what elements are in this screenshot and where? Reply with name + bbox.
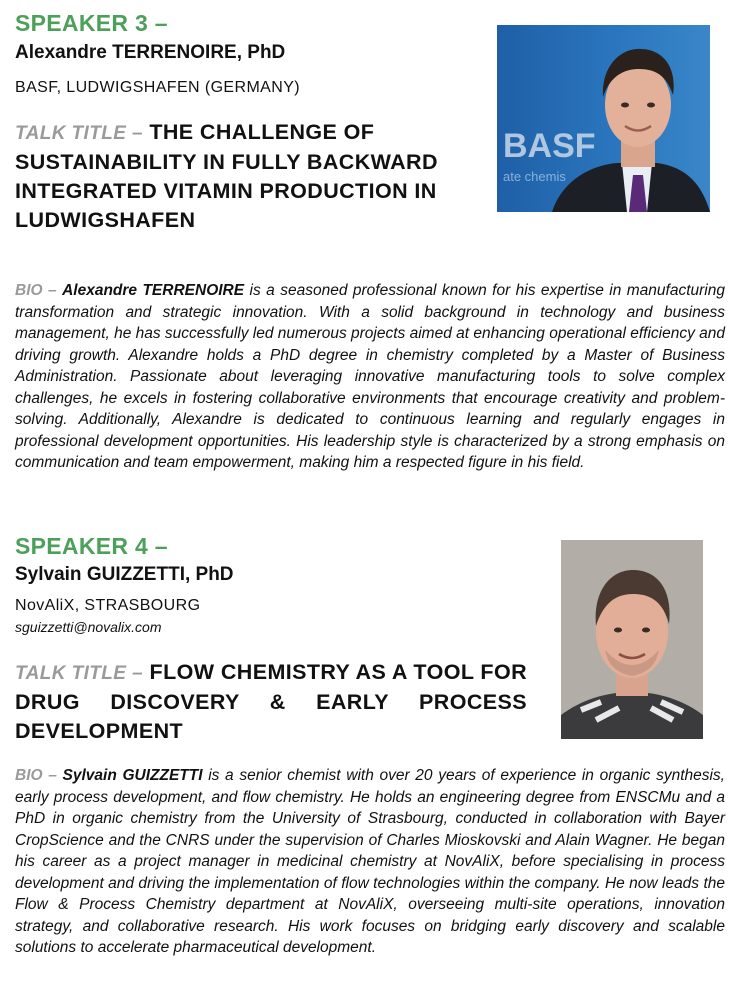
speaker-3-photo — [497, 25, 710, 212]
speaker-3-label: SPEAKER 3 – — [15, 10, 168, 36]
speaker-3-name: Alexandre TERRENOIRE, PhD — [15, 42, 286, 63]
speaker-4-email[interactable]: sguizzetti@novalix.com — [15, 619, 162, 635]
talk-title-label: TALK TITLE – — [15, 123, 143, 144]
speaker-4-bio-name: Sylvain GUIZZETTI — [62, 767, 203, 784]
speaker-3-bio-name: Alexandre TERRENOIRE — [62, 282, 245, 299]
speaker-4-label: SPEAKER 4 – — [15, 533, 168, 559]
speaker-3-talk-title-block — [15, 118, 455, 235]
speaker-4-bio-text: is a senior chemist with over 20 years of experience in organic synthesis, early process development, and flow chemistry. He holds an engineering degree from ENSCMu and a PhD in organic chemistry from the University of Strasbourg, conducted in collaboration with Bayer CropScience and the CNRS under the supervision of Charles Mioskovski and Alain Wagner. He began his career as a project manager in medicinal chemistry at NovAliX, before specialising in process development and driving the implementation of flow technologies within the company. He now leads the Flow & Process Chemistry department at NovAliX, overseeing multi-site operations, innovation strategy, and collaborative research. His work focuses on bridging early discovery and scalable solutions to accelerate pharmaceutical development. — [15, 767, 725, 956]
speaker-3-bio — [15, 280, 725, 474]
speaker-4-talk-title-block — [15, 658, 527, 746]
photo-logo-text: BASF — [503, 127, 596, 165]
speaker-4-affiliation: NovAliX, STRASBOURG — [15, 597, 201, 614]
bio-label: BIO – — [15, 767, 57, 784]
bio-label: BIO – — [15, 282, 57, 299]
photo-caption-text: ate chemis — [503, 169, 566, 184]
speaker-4-talk-title: FLOW CHEMISTRY AS A TOOL FOR DRUG DISCOVERY & EARLY PROCESS DEVELOPMENT — [15, 660, 527, 743]
speaker-3-affiliation: BASF, LUDWIGSHAFEN (GERMANY) — [15, 79, 301, 96]
speaker-4-name: Sylvain GUIZZETTI, PhD — [15, 564, 234, 585]
speaker-3-talk-title: THE CHALLENGE OF SUSTAINABILITY IN FULLY BACKWARD INTEGRATED VITAMIN PRODUCTION IN LUDWIGSHAFEN — [15, 120, 438, 232]
speaker-4-photo — [561, 540, 703, 739]
speaker-4-bio — [15, 765, 725, 959]
speaker-3-bio-text: is a seasoned professional known for his expertise in manufacturing transformation and strategic innovation. With a solid background in technology and business management, he has successfully led numerous projects aimed at enhancing operational efficiency and driving growth. Alexandre holds a PhD degree in chemistry completed by a Master of Business Administration. Passionate about leveraging innovative manufacturing tools to solve complex challenges, he excels in fostering collaborative environments that encourage creativity and problem-solving. Additionally, Alexandre is dedicated to continuous learning and regularly engages in professional development opportunities. His leadership style is characterized by a strong emphasis on communication and team empowerment, making him a respected figure in his field. — [15, 282, 725, 471]
talk-title-label: TALK TITLE – — [15, 663, 144, 684]
